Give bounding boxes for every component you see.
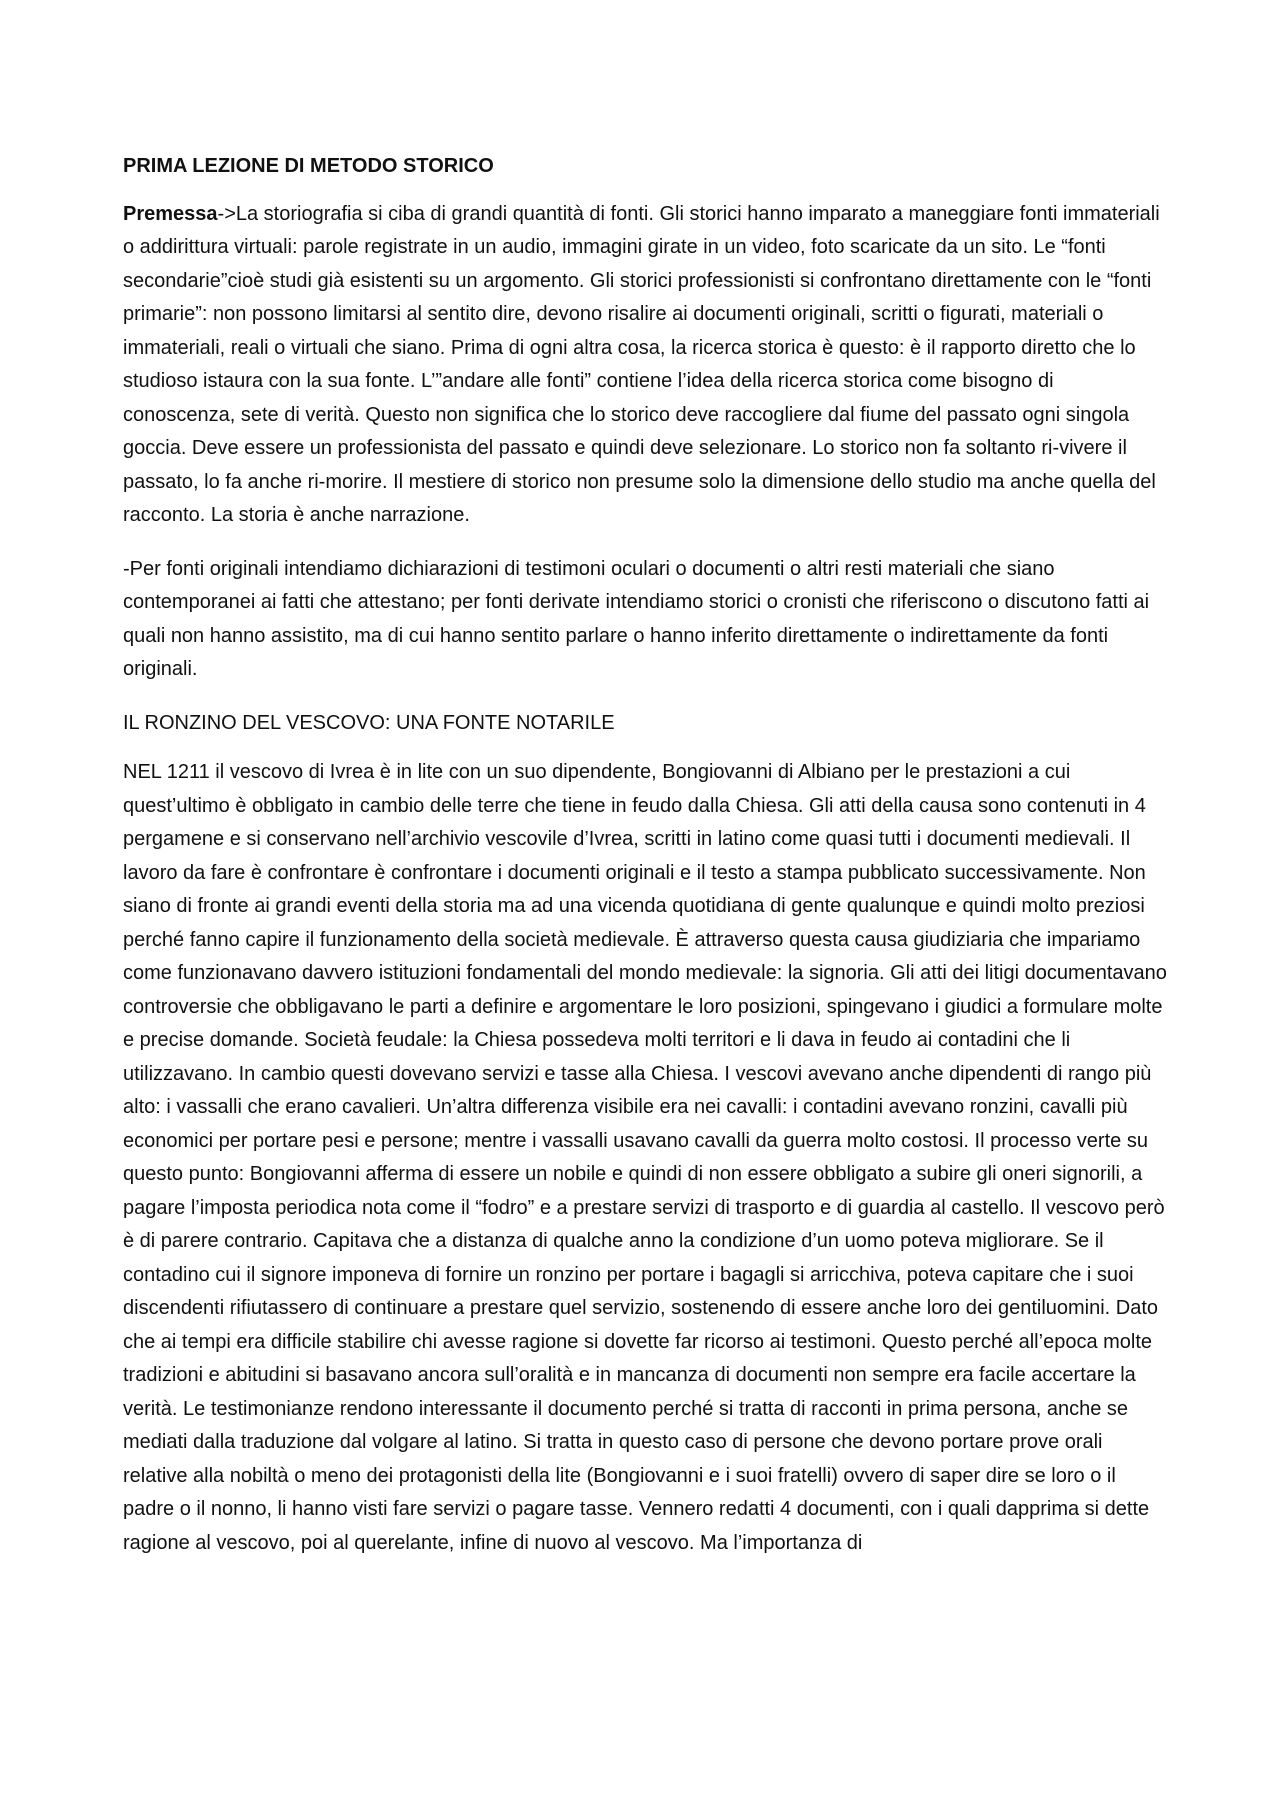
premessa-label: Premessa (123, 202, 218, 225)
premessa-text: ->La storiografia si ciba di grandi quantità di fonti. Gli storici hanno imparato a maneggiare fonti immateriali o addirittura virtuali: parole registrate in un audio, immagini girate in un video, foto scaricate da un sito. Le “fonti secondarie”cioè studi già esistenti su un argomento. Gli storici professionisti si confrontano direttamente con le “fonti primarie”: non possono limitarsi al sentito dire, devono risalire ai documenti originali, scritti o figurati, materiali o immateriali, reali o virtuali che siano. Prima di ogni altra cosa, la ricerca storica è questo: è il rapporto diretto che lo studioso istaura con la sua fonte. L’”andare alle fonti” contiene l’idea della ricerca storica come bisogno di conoscenza, sete di verità. Questo non significa che lo storico deve raccogliere dal fiume del passato ogni singola goccia. Deve essere un professionista del passato e quindi deve selezionare. Lo storico non fa soltanto ri-vivere il passato, lo fa anche ri-morire. Il mestiere di storico non presume solo la dimensione dello studio ma anche quella del racconto. La storia è anche narrazione. (123, 202, 1160, 526)
section-heading: IL RONZINO DEL VESCOVO: UNA FONTE NOTARILE (123, 711, 615, 734)
document-title: PRIMA LEZIONE DI METODO STORICO (123, 155, 494, 177)
premessa-paragraph (123, 198, 1171, 533)
ronzino-paragraph: NEL 1211 il vescovo di Ivrea è in lite con un suo dipendente, Bongiovanni di Albiano per le prestazioni a cui quest’ultimo è obbligato in cambio delle terre che tiene in feudo dalla Chiesa. Gli atti della causa sono contenuti in 4 pergamene e si conservano nell’archivio vescovile d’Ivrea, scritti in latino come quasi tutti i documenti medievali. Il lavoro da fare è confrontare è confrontare i documenti originali e il testo a stampa pubblicato successivamente. Non siano di fronte ai grandi eventi della storia ma ad una vicenda quotidiana di gente qualunque e quindi molto preziosi perché fanno capire il funzionamento della società medievale. È attraverso questa causa giudiziaria che impariamo come funzionavano davvero istituzioni fondamentali del mondo medievale: la signoria. Gli atti dei litigi documentavano controversie che obbligavano le parti a definire e argomentare le loro posizioni, spingevano i giudici a formulare molte e precise domande. Società feudale: la Chiesa possedeva molti territori e li dava in feudo ai contadini che li utilizzavano. In cambio questi dovevano servizi e tasse alla Chiesa. I vescovi avevano anche dipendenti di rango più alto: i vassalli che erano cavalieri. Un’altra differenza visibile era nei cavalli: i contadini avevano ronzini, cavalli più economici per portare pesi e persone; mentre i vassalli usavano cavalli da guerra molto costosi. Il processo verte su questo punto: Bongiovanni afferma di essere un nobile e quindi di non essere obbligato a subire gli oneri signorili, a pagare l’imposta periodica nota come il “fodro” e a prestare servizi di trasporto e di guardia al castello. Il vescovo però è di parere contrario. Capitava che a distanza di qualche anno la condizione d’un uomo poteva migliorare. Se il contadino cui il signore imponeva di fornire un ronzino per portare i bagagli si arricchiva, poteva capitare che i suoi discendenti rifiutassero di continuare a prestare quel servizio, sostenendo di essere anche loro dei gentiluomini. Dato che ai tempi era difficile stabilire chi avesse ragione si dovette far ricorso ai testimoni. Questo perché all’epoca molte tradizioni e abitudini si basavano ancora sull’oralità e in mancanza di documenti non sempre era facile accertare la verità. Le testimonianze rendono interessante il documento perché si tratta di racconti in prima persona, anche se mediati dalla traduzione dal volgare al latino. Si tratta in questo caso di persone che devono portare prove orali relative alla nobiltà o meno dei protagonisti della lite (Bongiovanni e i suoi fratelli) ovvero di saper dire se loro o il padre o il nonno, li hanno visti fare servizi o pagare tasse. Vennero redatti 4 documenti, con i quali dapprima si dette ragione al vescovo, poi al querelante, infine di nuovo al vescovo. Ma l’importanza di (123, 761, 1167, 1554)
fonti-paragraph: -Per fonti originali intendiamo dichiarazioni di testimoni oculari o documenti o altri resti materiali che siano contemporanei ai fatti che attestano; per fonti derivate intendiamo storici o cronisti che riferiscono o discutono fatti ai quali non hanno assistito, ma di cui hanno sentito parlare o hanno inferito direttamente o indirettamente da fonti originali. (123, 557, 1150, 680)
document-page (123, 150, 1171, 1580)
